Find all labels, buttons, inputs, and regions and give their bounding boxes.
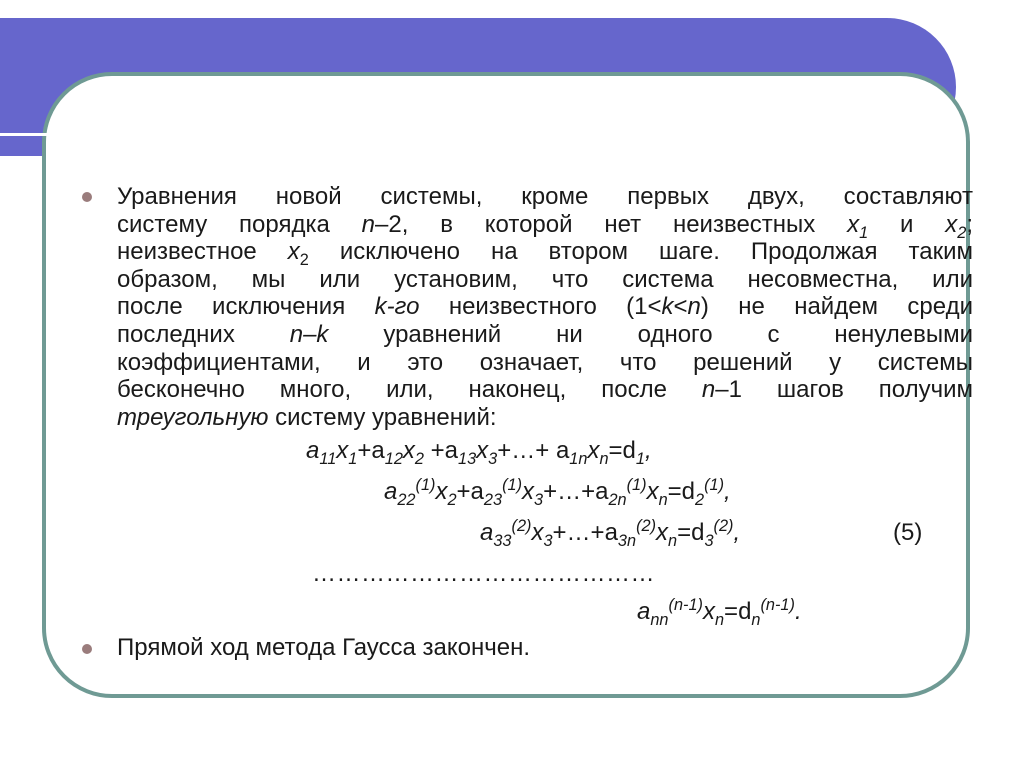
para-1-line-5: после исключения k-го неизвестного (1<k<n) не найдем среди <box>117 293 973 321</box>
para-1-line-6: последних n–k уравнений ни одного с ненулевыми <box>117 320 973 348</box>
para-1-line-4: образом, мы или установим, что система несовместна, или <box>117 265 973 293</box>
paragraph-1 <box>117 183 973 431</box>
equation-4: $a_{nn}^{(n-1)}x_n=d_n^{(n-1)}$. <box>637 596 802 629</box>
bullet-2-icon <box>82 644 92 654</box>
equation-number: (5) <box>893 519 923 546</box>
equation-3: $a_{33}^{(2)}x_3+\dots+a_{3n}^{(2)}x_n=d_3^{(2)}$, <box>480 517 741 550</box>
equation-ellipsis: …………………………………… <box>312 560 655 587</box>
para-1-line-1: Уравнения новой системы, кроме первых двух, составляют <box>117 183 973 210</box>
equation-1: $a_{11}x_1+a_{12}x_2$ $+a_{13}x_3+\dots+ a_{1n}x_n=d_1$, <box>306 437 652 468</box>
para-1-line-2: систему порядка n–2, в которой нет неизвестных $x_1$ и $x_2$; <box>117 210 973 242</box>
para-1-line-7: коэффициентами, и это означает, что решений у системы <box>117 348 973 376</box>
equation-2: $a_{22}^{(1)}x_2+a_{23}^{(1)}x_3+\dots+a_{2n}^{(1)}x_n=d_2^{(1)}$, <box>384 476 731 509</box>
para-1-line-3: неизвестное $x_2$ исключено на втором шаге. Продолжая таким <box>117 238 973 269</box>
banner-divider <box>0 133 906 136</box>
paragraph-2: Прямой ход метода Гаусса закончен. <box>117 634 531 661</box>
para-1-line-9: треугольную систему уравнений: <box>117 403 497 431</box>
bullet-1-icon <box>82 192 92 202</box>
para-1-line-8: бесконечно много, или, наконец, после n–1 шагов получим <box>117 376 974 404</box>
